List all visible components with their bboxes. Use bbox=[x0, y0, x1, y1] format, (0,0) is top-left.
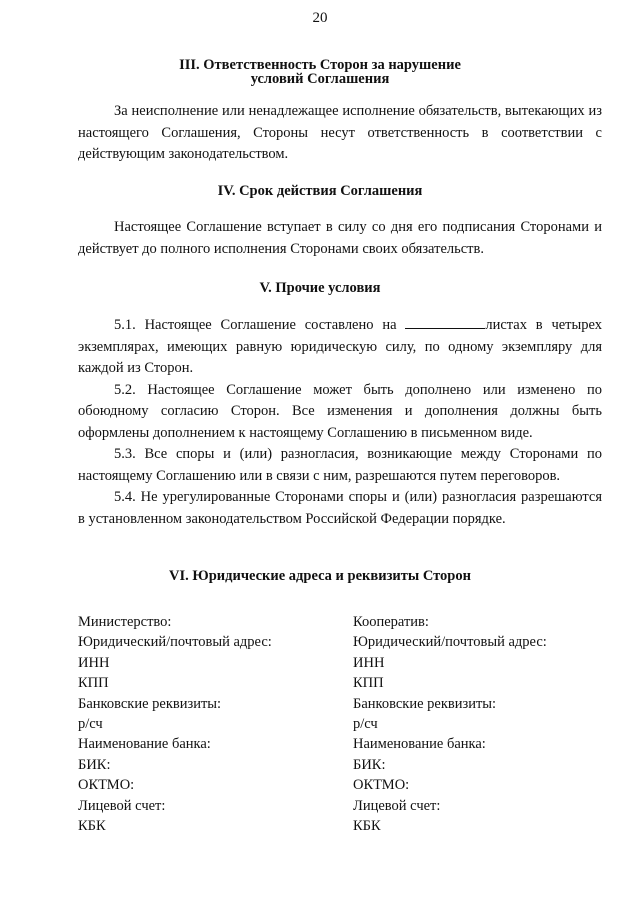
cooperative-account-label: р/сч bbox=[353, 715, 378, 732]
ministry-oktmo-label: ОКТМО: bbox=[78, 777, 135, 794]
cooperative-kpp-label: КПП bbox=[353, 675, 384, 692]
clause-5-1 bbox=[78, 315, 602, 380]
ministry-address-label: Юридический/почтовый адрес: bbox=[78, 634, 272, 651]
ministry-inn-label: ИНН bbox=[78, 654, 110, 671]
cooperative-bank-details-label: Банковские реквизиты: bbox=[353, 695, 497, 712]
ministry-account-label: р/сч bbox=[78, 715, 103, 732]
cooperative-address-label: Юридический/почтовый адрес: bbox=[353, 634, 547, 651]
clause-5-2: 5.2. Настоящее Соглашение может быть дополнено или изменено по обоюдному согласию Сторон. Все изменения и дополнения должны быть оформлены дополнением к настоящему Соглашению в письменном виде. bbox=[78, 381, 602, 441]
ministry-details bbox=[78, 612, 272, 836]
section-3-text: За неисполнение или ненадлежащее исполнение обязательств, вытекающих из настоящего Соглашения, Стороны несут ответственность в соответствии с действующим законодательством. bbox=[78, 103, 602, 162]
section-6-title: VI. Юридические адреса и реквизиты Сторон bbox=[169, 568, 471, 584]
clause-5-4: 5.4. Не урегулированные Сторонами споры и (или) разногласия разрешаются в установленном законодательством Российской Федерации порядке. bbox=[78, 489, 602, 527]
section-5-title: V. Прочие условия bbox=[259, 280, 381, 296]
section-3-title-line1: III. Ответственность Сторон за нарушение bbox=[179, 57, 461, 73]
ministry-label: Министерство: bbox=[78, 614, 172, 630]
cooperative-personal-account-label: Лицевой счет: bbox=[353, 797, 441, 814]
cooperative-inn-label: ИНН bbox=[353, 654, 385, 671]
clause-5-1-end: листах в четырех экземплярах, имеющих равную юридическую силу, по одному экземпляру для каждой из Сторон. bbox=[78, 317, 603, 376]
cooperative-oktmo-label: ОКТМО: bbox=[353, 777, 410, 794]
cooperative-kbk-label: КБК bbox=[353, 817, 381, 834]
cooperative-label: Кооператив: bbox=[353, 614, 429, 630]
cooperative-details bbox=[353, 612, 547, 836]
cooperative-bik-label: БИК: bbox=[353, 756, 386, 773]
ministry-bank-name-label: Наименование банка: bbox=[78, 736, 211, 753]
cooperative-bank-name-label: Наименование банка: bbox=[353, 736, 486, 753]
section-5-clauses bbox=[78, 315, 602, 530]
ministry-kbk-label: КБК bbox=[78, 817, 106, 834]
page-number: 20 bbox=[312, 10, 328, 26]
section-3-title-line2: условий Соглашения bbox=[250, 71, 390, 87]
section-4-text: Настоящее Соглашение вступает в силу со дня его подписания Сторонами и действует до полного исполнения Сторонами своих обязательств. bbox=[78, 219, 602, 257]
ministry-bik-label: БИК: bbox=[78, 756, 111, 773]
section-4-title: IV. Срок действия Соглашения bbox=[217, 183, 423, 199]
ministry-kpp-label: КПП bbox=[78, 675, 109, 692]
ministry-personal-account-label: Лицевой счет: bbox=[78, 797, 166, 814]
clause-5-3: 5.3. Все споры и (или) разногласия, возникающие между Сторонами по настоящему Соглашению или в связи с ним, разрешаются путем переговоров. bbox=[78, 446, 602, 484]
ministry-bank-details-label: Банковские реквизиты: bbox=[78, 695, 222, 712]
sheet-count-blank bbox=[405, 316, 485, 329]
clause-5-1-start: 5.1. Настоящее Соглашение составлено на bbox=[114, 317, 406, 333]
